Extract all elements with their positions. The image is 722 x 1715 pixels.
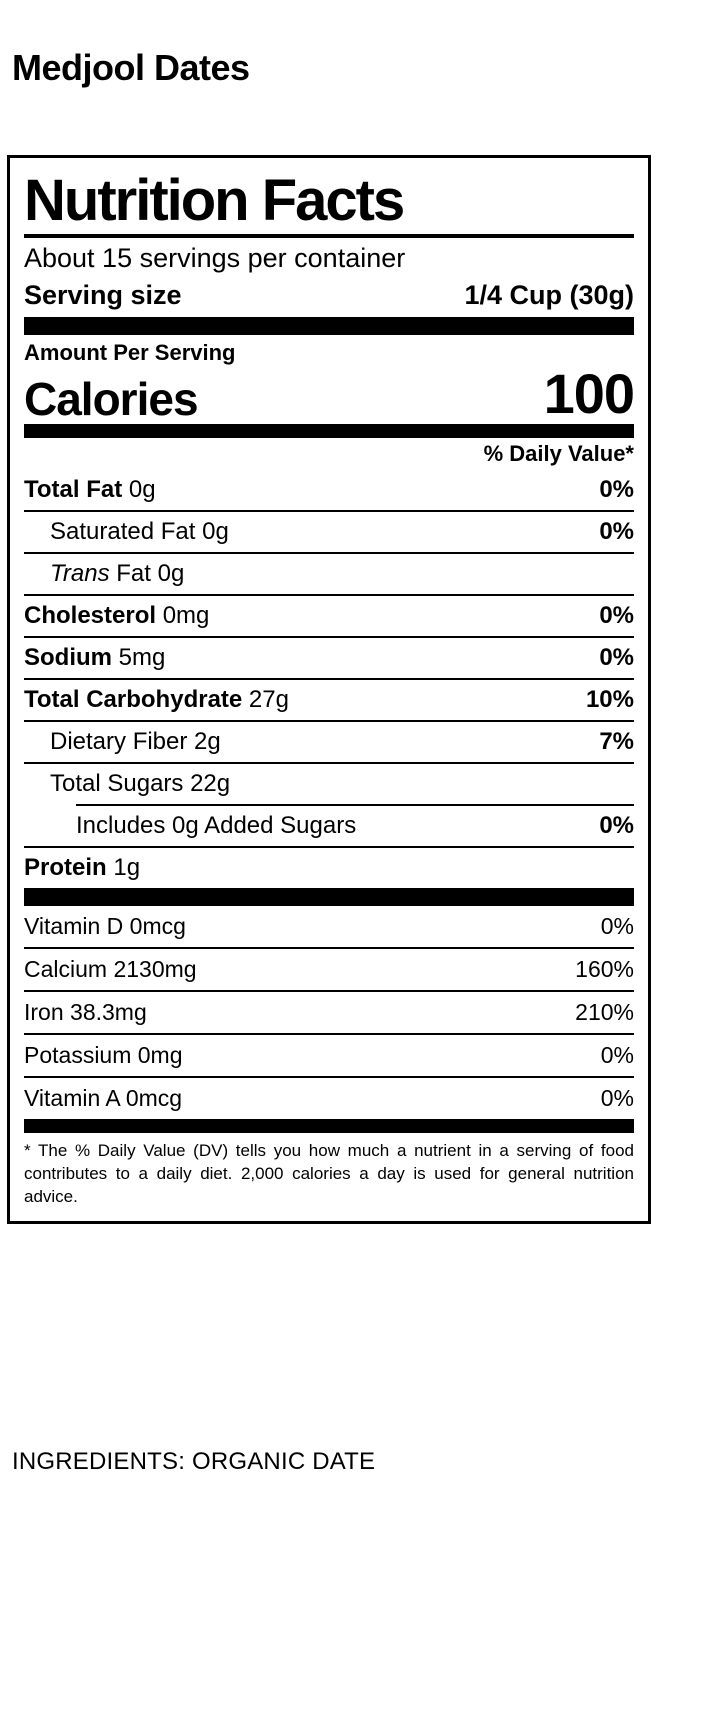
nutrient-row <box>24 848 634 888</box>
nutrient-row <box>24 470 634 512</box>
divider-thick-footnote <box>24 1119 634 1133</box>
vitamin-dv: 210% <box>575 998 634 1025</box>
nutrient-name: Protein 1g <box>24 853 141 881</box>
nutrient-name: Total Sugars 22g <box>50 769 231 797</box>
nutrient-name: Dietary Fiber 2g <box>50 727 221 755</box>
nutrient-dv: 0% <box>599 601 634 629</box>
vitamin-row <box>24 906 634 949</box>
vitamin-dv: 0% <box>600 1084 634 1111</box>
serving-size-row <box>24 278 634 317</box>
vitamin-name: Vitamin A 0mcg <box>24 1084 183 1111</box>
divider-thick-under-calories <box>24 424 634 438</box>
nutrient-row <box>24 512 634 554</box>
nutrient-dv: 10% <box>585 685 634 713</box>
vitamin-row <box>24 1035 634 1078</box>
nutrient-row <box>24 680 634 722</box>
nutrient-dv: 7% <box>599 727 634 755</box>
vitamin-name: Iron 38.3mg <box>24 998 147 1025</box>
nutrient-dv: 0% <box>599 517 634 545</box>
vitamin-dv: 0% <box>600 912 634 939</box>
daily-value-footnote: * The % Daily Value (DV) tells you how much a nutrient in a serving of food contributes to a daily diet. 2,000 calories a day is used for general nutrition advice. <box>24 1140 634 1206</box>
nutrient-row <box>24 554 634 596</box>
calories-row <box>24 361 634 425</box>
ingredients-text: INGREDIENTS: ORGANIC DATE <box>12 1448 376 1475</box>
nutrient-name: Includes 0g Added Sugars <box>76 811 357 839</box>
vitamin-dv: 0% <box>600 1041 634 1068</box>
nutrient-row <box>24 806 634 848</box>
nutrient-dv: 0% <box>599 643 634 671</box>
nutrition-facts-heading: Nutrition Facts <box>24 168 404 233</box>
nutrient-row <box>24 596 634 638</box>
amount-per-serving-label: Amount Per Serving <box>24 339 236 365</box>
nutrient-row <box>24 764 634 804</box>
serving-size-label: Serving size <box>24 279 182 310</box>
nutrient-name: Trans Fat 0g <box>50 559 185 587</box>
nutrient-name: Cholesterol 0mg <box>24 601 210 629</box>
serving-size-value: 1/4 Cup (30g) <box>464 279 634 310</box>
divider-thick-top <box>24 317 634 335</box>
nutrition-facts-panel <box>7 155 651 1224</box>
nutrient-row <box>24 722 634 764</box>
nutrient-name: Total Fat 0g <box>24 475 156 503</box>
vitamin-row <box>24 1078 634 1119</box>
nutrient-row <box>24 638 634 680</box>
calories-value: 100 <box>543 361 634 425</box>
page-title: Medjool Dates <box>12 47 250 88</box>
nutrient-name: Sodium 5mg <box>24 643 166 671</box>
nutrient-name: Total Carbohydrate 27g <box>24 685 289 713</box>
divider-thick-vitamins <box>24 888 634 906</box>
vitamin-name: Potassium 0mg <box>24 1041 183 1068</box>
vitamin-row <box>24 949 634 992</box>
calories-label: Calories <box>24 372 198 425</box>
vitamin-row <box>24 992 634 1035</box>
vitamin-dv: 160% <box>575 955 634 982</box>
nutrient-dv: 0% <box>599 811 634 839</box>
vitamin-name: Calcium 2130mg <box>24 955 197 982</box>
nutrient-name: Saturated Fat 0g <box>50 517 229 545</box>
vitamin-name: Vitamin D 0mcg <box>24 912 186 939</box>
daily-value-header: % Daily Value* <box>483 440 634 466</box>
vitamins-section <box>24 906 634 1119</box>
nutrient-dv: 0% <box>599 475 634 503</box>
servings-per-container: About 15 servings per container <box>24 243 406 273</box>
